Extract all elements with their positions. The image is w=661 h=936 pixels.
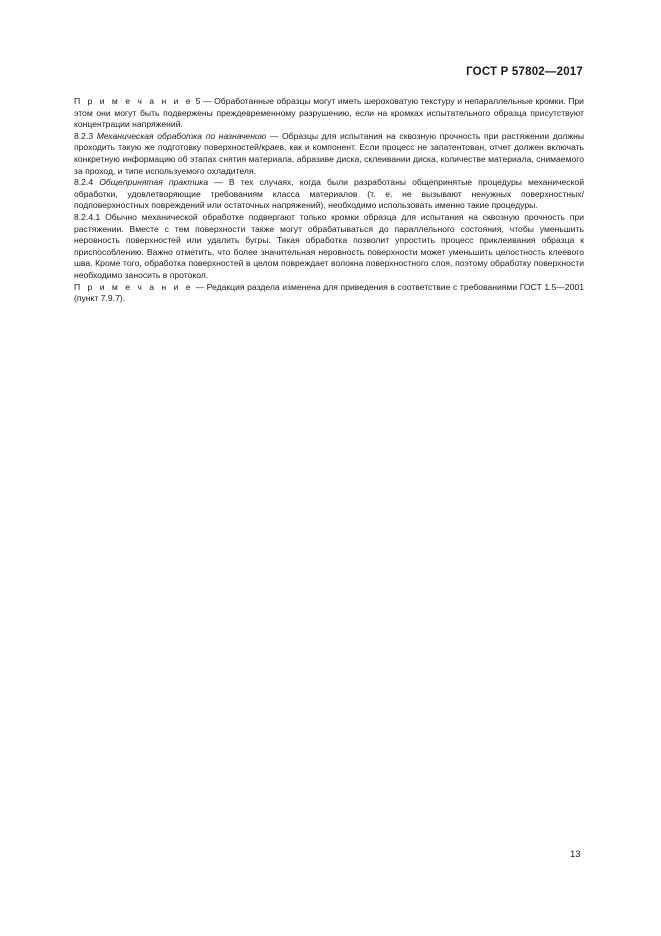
section-8-2-4-1 (74, 212, 584, 282)
section-8-2-3 (74, 131, 584, 177)
note-5-text: Обработанные образцы могут иметь шероховатую текстуру и непараллельные кромки. При этом они могут быть подвержены преждевременному разрушению, если на кромках испытательного образца присутствуют концентрации напряжений. (74, 96, 584, 130)
note-final (74, 282, 584, 305)
note-5-label: П р и м е ч а н и е (74, 96, 193, 106)
section-8-2-4 (74, 177, 584, 212)
section-8-2-3-text: — Образцы для испытания на сквозную прочность при растяжении должны проходить такую же подготовку поверхностей/краев, как и компонент. Если процесс не запатентован, отчет должен включать конкретную информацию об этапах снятия материала, абразиве диска, склеивании диска, количестве материала, снимаемого за проход, и типе используемого охладителя. (74, 130, 585, 176)
section-8-2-4-1-number: 8.2.4.1 (74, 211, 101, 222)
body-text (74, 96, 584, 305)
note-final-label: П р и м е ч а н и е (74, 281, 193, 292)
section-8-2-3-number: 8.2.3 (74, 130, 94, 141)
section-8-2-4-title: Общепринятая практика (99, 177, 209, 188)
note-5-dash: — (200, 96, 215, 106)
note-final-text: — Редакция раздела изменена для приведения в соответствие с требованиями ГОСТ 1.5—2001 (пункт 7.9.7). (74, 281, 585, 304)
section-8-2-4-1-text: Обычно механической обработке подвергают только кромки образца для испытания на сквозную прочность при растяжении. Вместе с тем поверхности также могут обрабатываться до параллельного состояния, чтобы уменьшить неровность поверхностей или удалить бугры. Такая обработка позволит упростить процесс приклеивания образца к приспособлению. Важно отметить, что более значительная неровность поверхности может уменьшить целостность клеевого шва. Кроме того, обработка поверхностей в целом повреждает волокна поверхностного слоя, поэтому обработку поверхности необходимо заносить в протокол. (74, 211, 584, 280)
section-8-2-4-number: 8.2.4 (74, 177, 94, 188)
note-5 (74, 96, 584, 131)
page-number: 13 (570, 849, 581, 860)
section-8-2-4-text: — В тех случаях, когда были разработаны общепринятые процедуры механической обработки, удовлетворяющие требованиям класса материалов (т. е. не вызывают ненужных поверхностных/подповерхностных повреждений или остаточных напряжений), необходимо использовать именно такие процедуры. (74, 177, 584, 211)
standard-header: ГОСТ Р 57802—2017 (466, 66, 583, 78)
note-5-number: 5 (195, 96, 201, 106)
section-8-2-3-title: Механическая обработка по назначению (96, 130, 267, 141)
